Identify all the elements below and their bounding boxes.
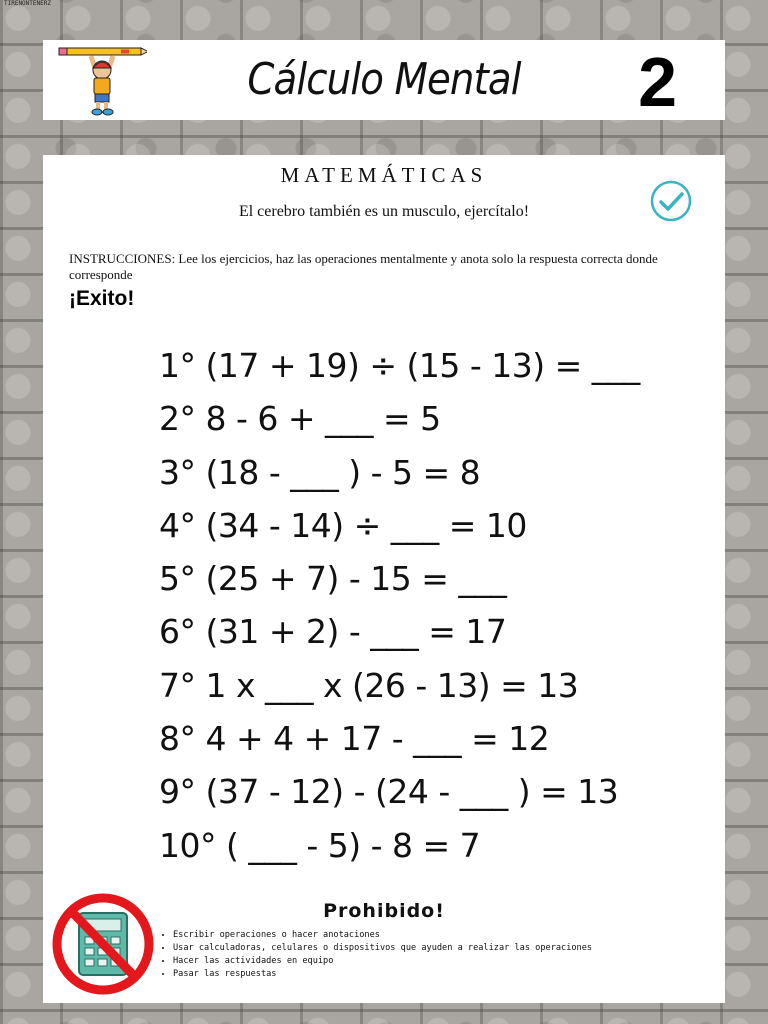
rule-item: • Hacer las actividades en equipo — [173, 955, 592, 968]
exercise-item: 3° (18 - ___ ) - 5 = 8 — [159, 452, 481, 492]
tagline: El cerebro también es un musculo, ejercítalo! — [238, 203, 530, 220]
exito-heading: ¡Exito! — [69, 287, 135, 310]
rule-item: • Escribir operaciones o hacer anotaciones — [173, 929, 592, 942]
subject-heading: MATEMÁTICAS — [280, 163, 488, 187]
exercise-item: 5° (25 + 7) - 15 = ___ — [159, 559, 507, 599]
prohibited-rules-list — [161, 929, 592, 981]
rule-item: • Usar calculadoras, celulares o dispositivos que ayuden a realizar las operaciones — [173, 942, 592, 955]
exercise-item: 1° (17 + 19) ÷ (15 - 13) = ___ — [159, 346, 640, 385]
exercise-item: 7° 1 x ___ x (26 - 13) = 13 — [159, 665, 579, 705]
credit-text: TIRENONTENERZ — [4, 0, 51, 7]
exercise-item: 10° ( ___ - 5) - 8 = 7 — [159, 825, 481, 865]
page-title: Cálculo Mental — [247, 54, 521, 105]
exercise-item: 8° 4 + 4 + 17 - ___ = 12 — [159, 719, 550, 759]
instructions-text: INSTRUCCIONES: Lee los ejercicios, haz las operaciones mentalmente y anota solo la respuesta correcta donde corresponde — [69, 251, 658, 282]
worksheet-panel — [43, 155, 725, 1003]
rule-item: • Pasar las respuestas — [173, 968, 592, 981]
exercise-item: 6° (31 + 2) - ___ = 17 — [159, 612, 507, 652]
header-panel — [43, 40, 725, 120]
lesson-number: 2 — [638, 43, 677, 121]
exercise-item: 2° 8 - 6 + ___ = 5 — [159, 399, 441, 439]
exercise-item: 9° (37 - 12) - (24 - ___ ) = 13 — [159, 772, 619, 812]
exercise-item: 4° (34 - 14) ÷ ___ = 10 — [159, 505, 527, 545]
prohibido-heading: Prohibido! — [323, 900, 445, 922]
check-circle-icon — [649, 179, 693, 223]
exercise-list — [159, 339, 640, 872]
